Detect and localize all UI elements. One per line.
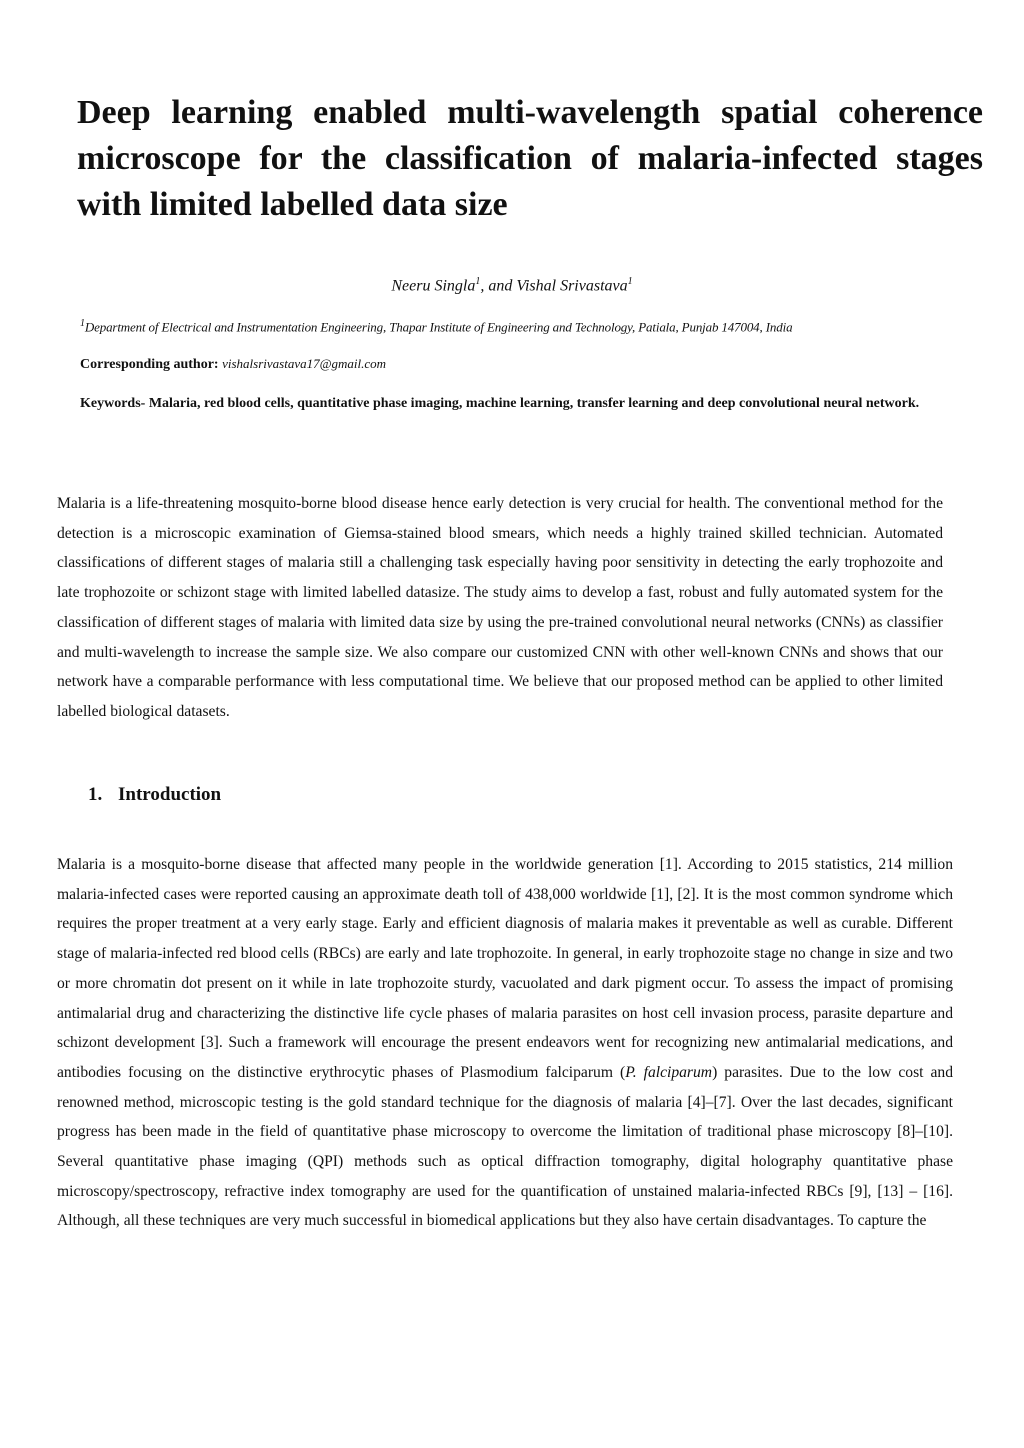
section-title: Introduction: [118, 784, 222, 805]
author-line: [0, 276, 1024, 295]
intro-text-part1: Malaria is a mosquito-borne disease that affected many people in the worldwide generation [1]. According to 2015 statistics, 214 million malaria-infected cases were reported causing an approximate death toll of 438,000 worldwide [1], [2]. It is the most common syndrome which requires the proper treatment at a very early stage. Early and efficient diagnosis of malaria makes it preventable as well as curable. Different stage of malaria-infected red blood cells (RBCs) are early and late trophozoite. In general, in early trophozoite stage no change in size and two or more chromatin dot present on it while in late trophozoite sturdy, vacuolated and dark pigment occur. To assess the impact of promising antimalarial drug and characterizing the distinctive life cycle phases of malaria parasites on host cell invasion process, parasite departure and schizont development [3]. Such a framework will encourage the present endeavors went for recognizing new antimalarial medications, and antibodies focusing on the distinctive erythrocytic phases of Plasmodium falciparum (: [57, 856, 953, 1081]
corresponding-author: [80, 356, 386, 373]
section-number: 1.: [88, 784, 103, 805]
affiliation: [80, 318, 950, 335]
author-separator: , and: [480, 277, 517, 295]
keywords: Keywords- Malaria, red blood cells, quantitative phase imaging, machine learning, transfer learning and deep convolutional neural network.: [80, 396, 920, 411]
affiliation-text: Department of Electrical and Instrumentation Engineering, Thapar Institute of Engineering and Technology, Patiala, Punjab 147004, India: [84, 319, 793, 335]
paper-title: Deep learning enabled multi-wavelength spatial coherence microscope for the classification of malaria-infected stages with limited labelled data size: [77, 94, 983, 223]
abstract-paragraph: Malaria is a life-threatening mosquito-borne blood disease hence early detection is very crucial for health. The conventional method for the detection is a microscopic examination of Giemsa-stained blood smears, which needs a highly trained skilled technician. Automated classifications of different stages of malaria still a challenging task especially having poor sensitivity in detecting the early trophozoite and late trophozoite or schizont stage with limited labelled datasize. The study aims to develop a fast, robust and fully automated system for the classification of different stages of malaria with limited data size by using the pre-trained convolutional neural networks (CNNs) as classifier and multi-wavelength to increase the sample size. We also compare our customized CNN with other well-known CNNs and shows that our network have a comparable performance with less computational time. We believe that our proposed method can be applied to other limited labelled biological datasets.: [57, 495, 943, 720]
corresponding-email: vishalsrivastava17@gmail.com: [222, 356, 387, 371]
corresponding-label: Corresponding author:: [80, 357, 219, 372]
affiliation-marker: 1: [475, 276, 481, 287]
species-name: P. falciparum: [625, 1063, 713, 1081]
affiliation-marker: 1: [80, 318, 85, 329]
introduction-paragraph: [57, 850, 953, 1236]
affiliation-marker: 1: [627, 276, 633, 287]
author-name: Vishal Srivastava: [516, 277, 628, 295]
author-name: Neeru Singla: [391, 277, 476, 295]
intro-text-part2: ) parasites. Due to the low cost and renowned method, microscopic testing is the gold standard technique for the diagnosis of malaria [4]–[7]. Over the last decades, significant progress has been made in the field of quantitative phase microscopy to overcome the limitation of traditional phase microscopy [8]–[10]. Several quantitative phase imaging (QPI) methods such as optical diffraction tomography, digital holography quantitative phase microscopy/spectroscopy, refractive index tomography are used for the quantification of unstained malaria-infected RBCs [9], [13] – [16]. Although, all these techniques are very much successful in biomedical applications but they also have certain disadvantages. To capture the: [57, 1063, 954, 1230]
section-heading: [88, 784, 221, 806]
